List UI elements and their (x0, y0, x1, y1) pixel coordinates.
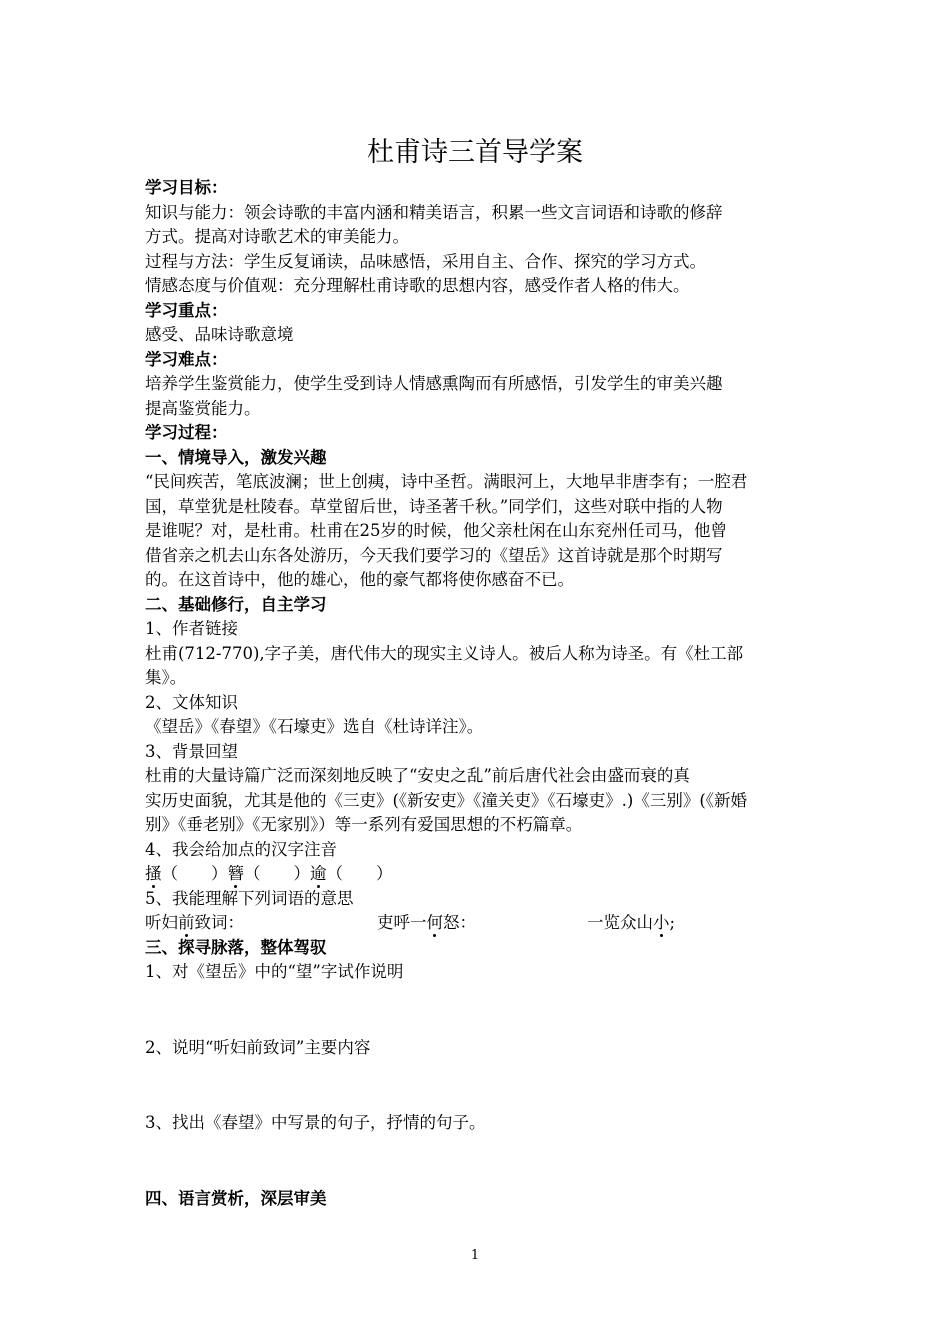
pinyin-blank-1[interactable]: （ ） (161, 864, 228, 883)
question-2: 2、说明“听妇前致词”主要内容 (145, 1037, 371, 1057)
section-2-heading: 二、基础修行，自主学习 (145, 594, 327, 614)
difficulty-heading: 学习难点： (145, 349, 228, 369)
genre-text: 《望岳》《春望》《石壕吏》选自《杜诗详注》。 (145, 717, 484, 736)
answer-space-2[interactable] (145, 1060, 810, 1111)
vocab-term-3-c: ; (669, 913, 676, 932)
section-1-line-1: “民间疾苦，笔底波澜；世上创痍，诗中圣哲。满眼河上，大地早非唐李有；一腔君 (145, 472, 748, 491)
vocab-term-1-a: 听妇 (145, 913, 178, 932)
section-1-heading: 一、情境导入，激发兴趣 (145, 447, 327, 467)
vocab-term-2-dotted: 何 (426, 913, 443, 932)
section-3-heading: 三、探寻脉落，整体驾驭 (145, 937, 327, 957)
goals-line-4: 情感态度与价值观：充分理解杜甫诗歌的思想内容，感受作者人格的伟大。 (145, 276, 690, 295)
document-body (145, 176, 810, 1211)
page-number: 1 (470, 1248, 480, 1263)
page-title: 杜甫诗三首导学案 (367, 137, 583, 168)
goals-line-1: 知识与能力：领会诗歌的丰富内涵和精美语言，积累一些文言词语和诗歌的修辞 (145, 202, 723, 222)
author-link-line-1: 杜甫(712-770),字子美，唐代伟大的现实主义诗人。被后人称为诗圣。有《杜工部 (145, 643, 744, 663)
pinyin-blank-3[interactable]: （ ） (326, 864, 393, 883)
goals-heading: 学习目标： (145, 178, 228, 197)
vocab-term-1 (145, 911, 377, 936)
background-line-2: 实历史面貌，尤其是他的《三吏》(《新安吏》《潼关吏》《石壕吏》.)《三别》(《新婚 (145, 790, 748, 810)
dotted-char-3: 逾 (310, 864, 327, 883)
background-line-3: 别》《垂老别》《无家别》）等一系列有爱国思想的不朽篇章。 (145, 815, 583, 834)
answer-space-1[interactable] (145, 985, 810, 1036)
question-1: 1、对《望岳》中的“望”字试作说明 (145, 962, 404, 981)
vocab-term-2-c: 怒： (443, 913, 476, 932)
dotted-char-2: 簪 (227, 864, 244, 883)
section-1-line-4: 借省亲之机去山东各处游历，今天我们要学习的《望岳》这首诗就是那个时期写 (145, 545, 723, 565)
vocab-task-row (145, 911, 810, 936)
section-1-line-3: 是谁呢？对，是杜甫。杜甫在25岁的时候，他父亲杜闲在山东兖州任司马，他曾 (145, 521, 727, 540)
vocab-term-3 (587, 913, 675, 932)
difficulty-line-1: 培养学生鉴赏能力，使学生受到诗人情感熏陶而有所感悟，引发学生的审美兴趣 (145, 374, 723, 393)
author-link-title: 1、作者链接 (145, 619, 238, 638)
question-3: 3、找出《春望》中写景的句子，抒情的句子。 (145, 1113, 486, 1132)
vocab-term-2-a: 吏呼一 (377, 913, 427, 932)
section-1-line-2: 国，草堂犹是杜陵春。草堂留后世，诗圣著千秋。”同学们，这些对联中指的人物 (145, 496, 723, 516)
author-link-line-2: 集》。 (145, 668, 187, 687)
background-title: 3、背景回望 (145, 741, 238, 761)
genre-title: 2、文体知识 (145, 692, 238, 712)
focus-text: 感受、品味诗歌意境 (145, 325, 294, 344)
vocab-term-1-c: 致词： (194, 913, 244, 932)
dotted-char-1: 搔 (145, 864, 162, 883)
vocab-term-3-dotted: 小 (653, 913, 670, 932)
answer-space-3[interactable] (145, 1136, 810, 1187)
vocab-term-2 (377, 911, 587, 936)
pinyin-blank-2[interactable]: （ ） (244, 864, 310, 883)
process-heading: 学习过程： (145, 423, 228, 442)
background-line-1: 杜甫的大量诗篇广泛而深刻地反映了“安史之乱”前后唐代社会由盛而衰的真 (145, 766, 690, 785)
difficulty-line-2: 提高鉴赏能力。 (145, 398, 261, 418)
pinyin-task-title: 4、我会给加点的汉字注音 (145, 839, 337, 859)
section-1-line-5: 的。在这首诗中，他的雄心，他的豪气都将使你感奋不已。 (145, 570, 574, 589)
vocab-term-3-a: 一览众山 (587, 913, 653, 932)
goals-line-2: 方式。提高对诗歌艺术的审美能力。 (145, 227, 409, 246)
goals-line-3: 过程与方法：学生反复诵读，品味感悟，采用自主、合作、探究的学习方式。 (145, 251, 706, 271)
section-4-heading: 四、语言赏析，深层审美 (145, 1188, 327, 1208)
focus-heading: 学习重点： (145, 300, 228, 320)
vocab-term-1-dotted: 前 (178, 913, 195, 932)
pinyin-task-row (145, 862, 810, 887)
vocab-task-title: 5、我能理解下列词语的意思 (145, 888, 354, 908)
